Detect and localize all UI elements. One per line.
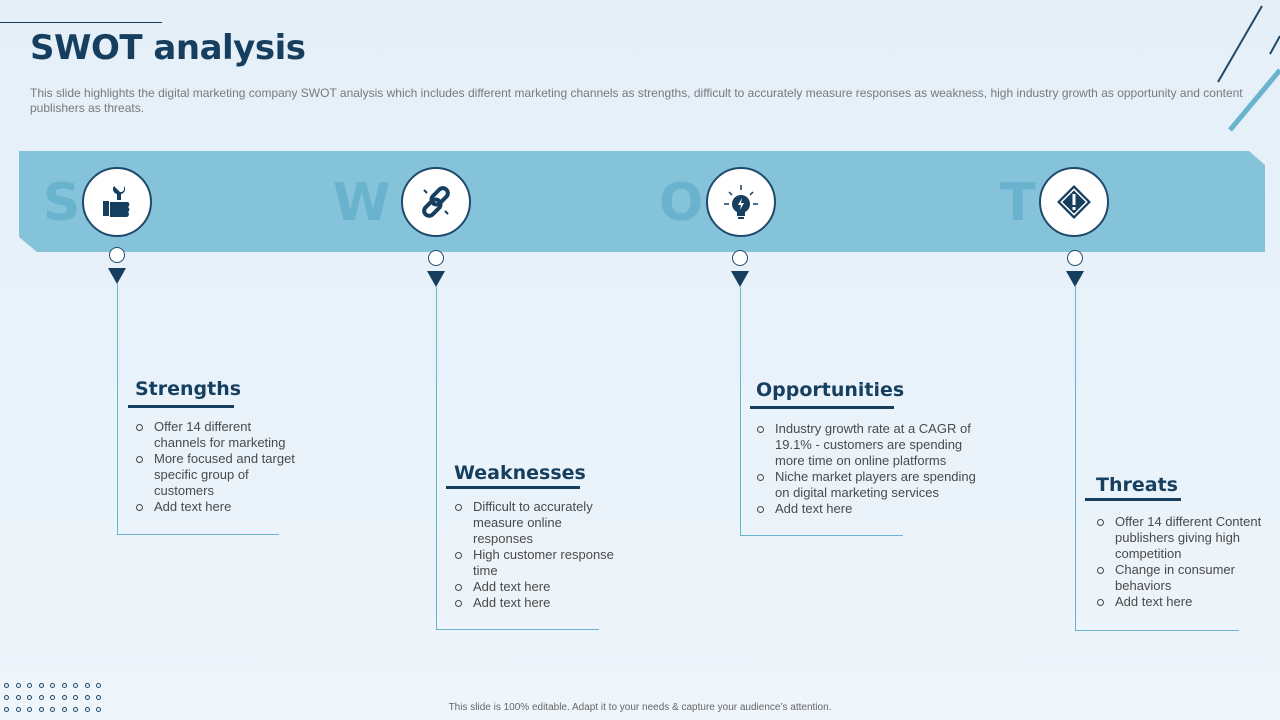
strengths-connector-arrow: [108, 268, 126, 284]
list-item: Offer 14 different Content publishers giving high competition: [1096, 514, 1268, 562]
decorative-dot: [85, 695, 90, 700]
weaknesses-connector-node: [428, 250, 444, 266]
opportunities-heading: Opportunities: [756, 379, 905, 401]
strengths-connector-line: [117, 284, 118, 535]
decorative-dot: [27, 683, 32, 688]
decorative-dot: [73, 683, 78, 688]
footer-note: This slide is 100% editable. Adapt it to your needs & capture your audience’s attention.: [448, 702, 832, 713]
list-item: Offer 14 different channels for marketing: [135, 419, 305, 451]
threats-connector-node: [1067, 250, 1083, 266]
decorative-dot: [96, 683, 101, 688]
list-item: Add text here: [1096, 594, 1268, 610]
list-item: Add text here: [454, 595, 614, 611]
decorative-dot: [73, 695, 78, 700]
list-item: Add text here: [454, 579, 614, 595]
opportunities-connector-arrow: [731, 271, 749, 287]
corner-decoration-lines: [1200, 0, 1280, 140]
decorative-dot: [16, 683, 21, 688]
page-subtitle: This slide highlights the digital marketing company SWOT analysis which includes different marketing channels as strengths, difficult to accurately measure responses as weakness, high industry growth as opportunity and content publishers as threats.: [30, 86, 1243, 115]
list-item: Add text here: [135, 499, 305, 515]
list-item: More focused and target specific group of customers: [135, 451, 305, 499]
threats-connector-arrow: [1066, 271, 1084, 287]
weaknesses-connector-arrow: [427, 271, 445, 287]
swot-letter-w: W: [333, 173, 391, 233]
opportunities-base-line: [740, 535, 903, 536]
decorative-dot: [4, 695, 9, 700]
weaknesses-heading: Weaknesses: [454, 462, 586, 484]
page-title: SWOT analysis: [30, 28, 306, 68]
opportunities-heading-rule: [750, 406, 894, 409]
threats-icon-circle: [1039, 167, 1109, 237]
opportunities-connector-node: [732, 250, 748, 266]
list-item: Niche market players are spending on digital marketing services: [756, 469, 986, 501]
lightbulb-gear-icon: [721, 182, 761, 222]
decorative-dot: [4, 683, 9, 688]
strengths-base-line: [117, 534, 279, 535]
threats-heading: Threats: [1096, 474, 1178, 496]
threats-connector-line: [1075, 287, 1076, 631]
list-item: Add text here: [756, 501, 986, 517]
decorative-dot: [50, 695, 55, 700]
top-left-rule: [0, 22, 162, 23]
decorative-dot: [50, 683, 55, 688]
decorative-dot: [62, 683, 67, 688]
strengths-heading-rule: [128, 405, 234, 408]
strengths-heading: Strengths: [135, 378, 242, 400]
list-item: Difficult to accurately measure online responses: [454, 499, 614, 547]
swot-letter-t: T: [1000, 173, 1036, 233]
decorative-dot: [39, 695, 44, 700]
list-item: Industry growth rate at a CAGR of 19.1% - customers are spending more time on online platforms: [756, 421, 986, 469]
weaknesses-icon-circle: [401, 167, 471, 237]
list-item: Change in consumer behaviors: [1096, 562, 1268, 594]
decorative-dot: [39, 683, 44, 688]
warning-diamond-icon: [1054, 182, 1094, 222]
threats-list: [1096, 514, 1268, 610]
strengths-icon-circle: [82, 167, 152, 237]
decorative-dot: [62, 695, 67, 700]
decorative-dot: [16, 695, 21, 700]
decorative-dot: [27, 695, 32, 700]
threats-base-line: [1075, 630, 1239, 631]
weaknesses-heading-rule: [446, 486, 580, 489]
swot-letter-s: S: [43, 173, 81, 233]
opportunities-icon-circle: [706, 167, 776, 237]
broken-chain-link-icon: [416, 182, 456, 222]
list-item: High customer response time: [454, 547, 614, 579]
opportunities-connector-line: [740, 287, 741, 536]
opportunities-list: [756, 421, 986, 517]
threats-heading-rule: [1085, 498, 1181, 501]
strengths-connector-node: [109, 247, 125, 263]
weaknesses-list: [454, 499, 614, 611]
thumbs-up-wrench-icon: [97, 182, 137, 222]
strengths-list: [135, 419, 305, 515]
weaknesses-connector-line: [436, 287, 437, 630]
weaknesses-base-line: [436, 629, 599, 630]
decorative-dot: [85, 683, 90, 688]
decorative-dot: [96, 695, 101, 700]
swot-letter-o: O: [659, 173, 704, 233]
